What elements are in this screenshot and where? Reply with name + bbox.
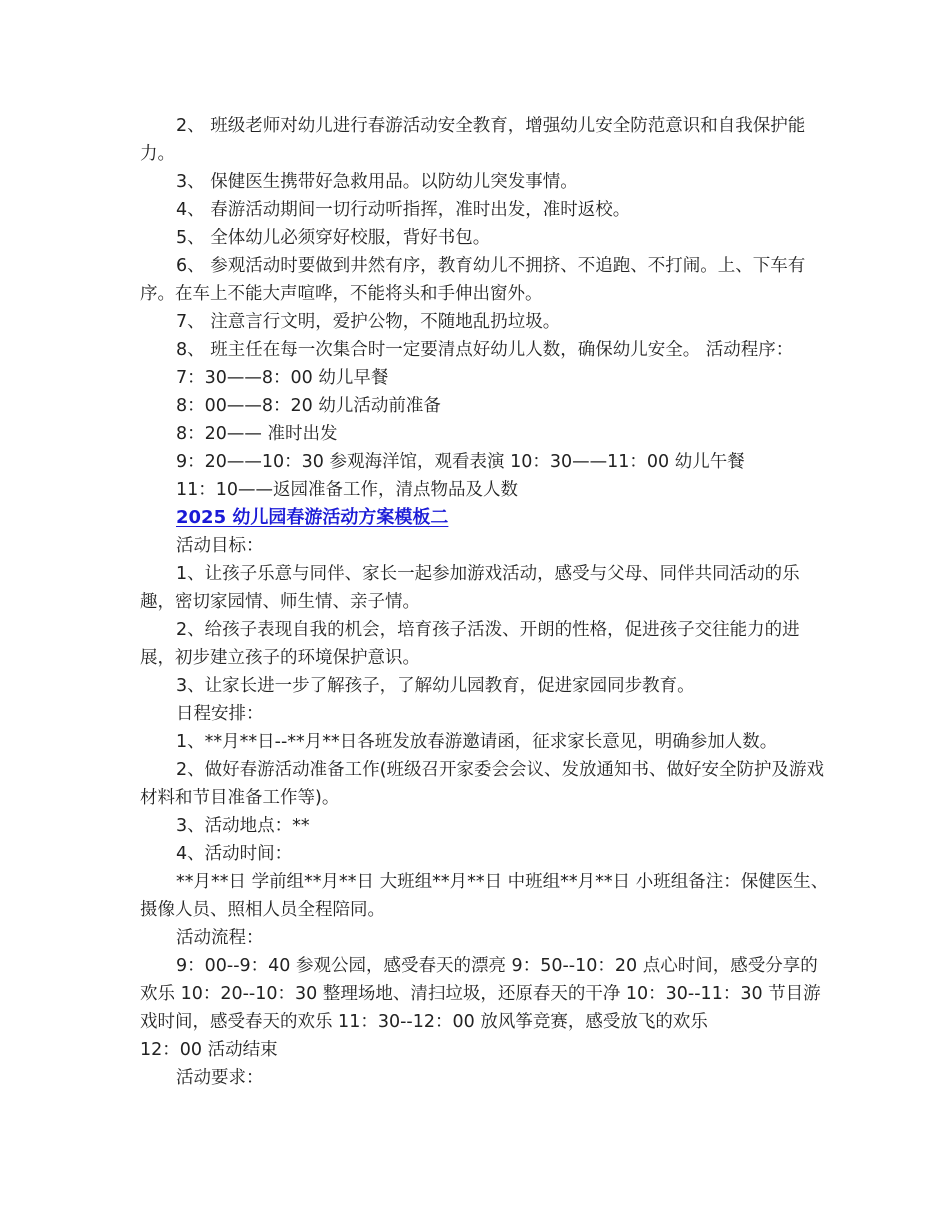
section-title-link[interactable]: 2025 幼儿园春游活动方案模板二 <box>176 507 449 528</box>
schedule-item-2: 2、做好春游活动准备工作(班级召开家委会会议、发放通知书、做好安全防护及游戏材料和节目准备工作等)。 <box>140 760 824 808</box>
flow-label: 活动流程： <box>176 928 264 948</box>
safety-item-2: 2、 班级老师对幼儿进行春游活动安全教育，增强幼儿安全防范意识和自我保护能力。 <box>140 116 806 164</box>
goal-item-3: 3、让家长进一步了解孩子，了解幼儿园教育，促进家园同步教育。 <box>176 676 695 696</box>
document-body <box>140 112 830 1092</box>
flow-end: 12：00 活动结束 <box>140 1040 278 1060</box>
schedule-item-4: 4、活动时间： <box>176 844 293 864</box>
safety-item-3: 3、 保健医生携带好急救用品。以防幼儿突发事情。 <box>176 172 578 192</box>
program-line-4: 9：20——10：30 参观海洋馆，观看表演 10：30——11：00 幼儿午餐 <box>176 452 745 472</box>
program-line-5: 11：10——返园准备工作，清点物品及人数 <box>176 480 519 500</box>
safety-item-8: 8、 班主任在每一次集合时一定要清点好幼儿人数，确保幼儿安全。 活动程序： <box>176 340 794 360</box>
safety-item-4: 4、 春游活动期间一切行动听指挥，准时出发，准时返校。 <box>176 200 631 220</box>
schedule-item-1: 1、**月**日--**月**日各班发放春游邀请函，征求家长意见，明确参加人数。 <box>176 732 778 752</box>
safety-item-5: 5、 全体幼儿必须穿好校服，背好书包。 <box>176 228 491 248</box>
goal-item-1: 1、让孩子乐意与同伴、家长一起参加游戏活动，感受与父母、同伴共同活动的乐趣，密切家园情、师生情、亲子情。 <box>140 564 800 612</box>
schedule-item-5: **月**日 学前组**月**日 大班组**月**日 中班组**月**日 小班组备注：保健医生、摄像人员、照相人员全程陪同。 <box>140 872 829 920</box>
safety-item-7: 7、 注意言行文明，爱护公物，不随地乱扔垃圾。 <box>176 312 561 332</box>
goal-item-2: 2、给孩子表现自我的机会，培育孩子活泼、开朗的性格，促进孩子交往能力的进展，初步建立孩子的环境保护意识。 <box>140 620 800 668</box>
schedule-item-3: 3、活动地点：** <box>176 816 310 836</box>
schedule-label: 日程安排： <box>176 704 264 724</box>
goal-label: 活动目标： <box>176 536 264 556</box>
program-line-2: 8：00——8：20 幼儿活动前准备 <box>176 396 441 416</box>
requirements-label: 活动要求： <box>176 1068 264 1088</box>
program-line-3: 8：20—— 准时出发 <box>176 424 338 444</box>
safety-item-6: 6、 参观活动时要做到井然有序，教育幼儿不拥挤、不追跑、不打闹。上、下车有序。在车上不能大声喧哗，不能将头和手伸出窗外。 <box>140 256 806 304</box>
flow-text: 9：00--9：40 参观公园，感受春天的漂亮 9：50--10：20 点心时间，感受分享的欢乐 10：20--10：30 整理场地、清扫垃圾，还原春天的干净 10：30--11：30 节目游戏时间，感受春天的欢乐 11：30--12：00 放风筝竞赛，感受放飞的欢乐 <box>140 956 821 1032</box>
program-line-1: 7：30——8：00 幼儿早餐 <box>176 368 389 388</box>
